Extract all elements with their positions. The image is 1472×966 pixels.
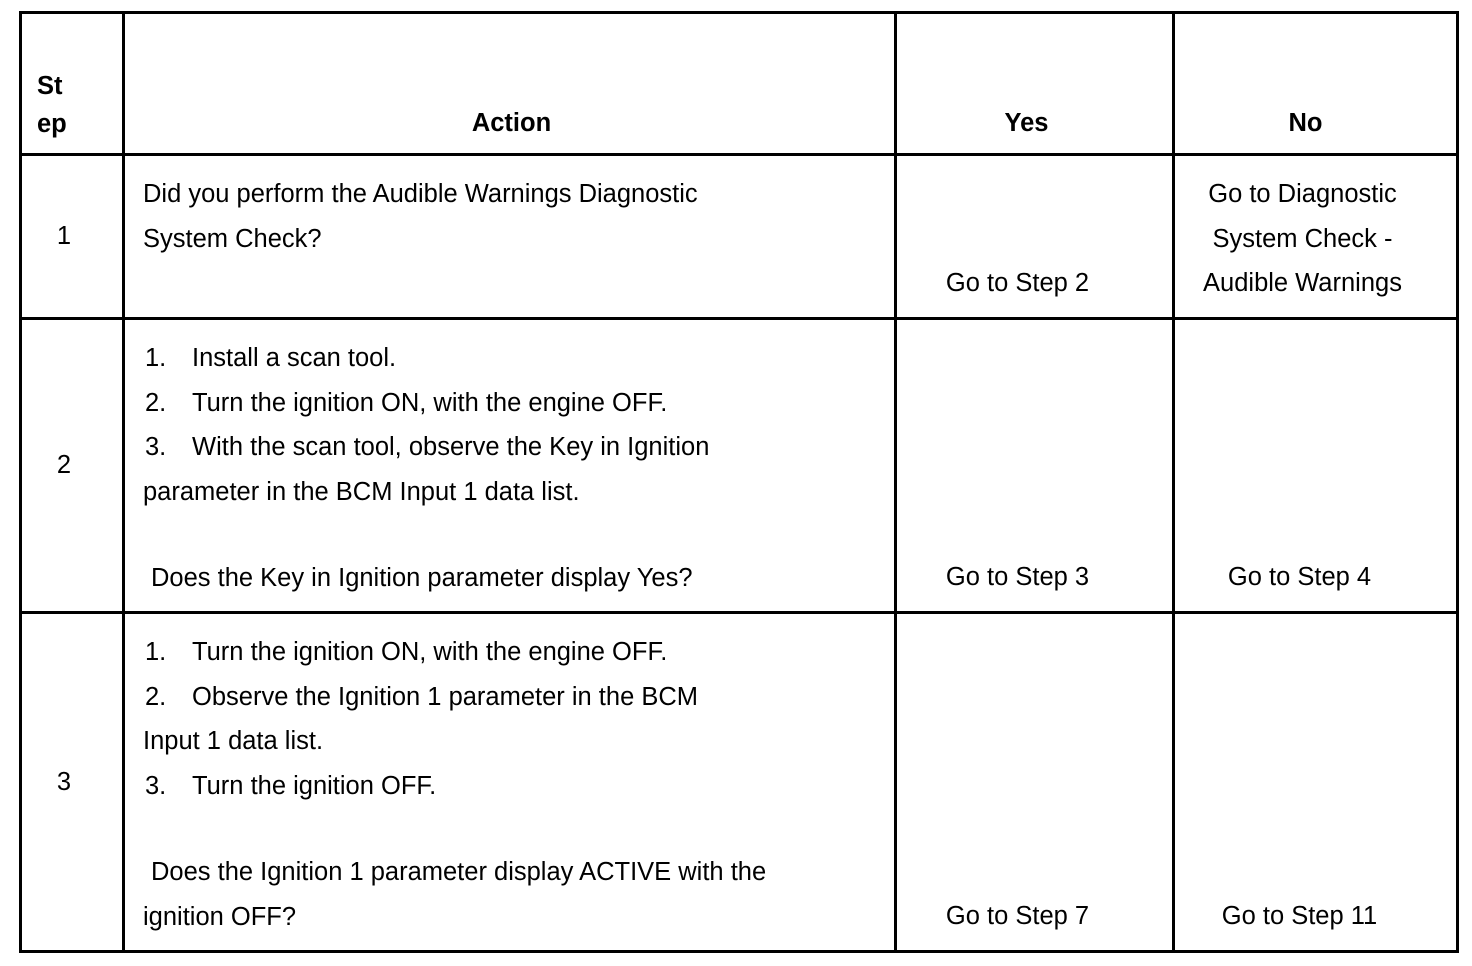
no-result-line: System Check - [1212,224,1393,253]
action-cell [124,319,896,613]
step-header-line2: ep [37,110,67,138]
item-text: Turn the ignition ON, with the engine OFF. [192,638,668,666]
item-number: 2. [145,682,167,711]
item-continuation: Input 1 data list. [143,727,324,755]
yes-result: Go to Step 2 [896,155,1174,319]
action-list-item [143,630,894,675]
item-text: Turn the ignition OFF. [192,771,437,800]
no-header: No [1174,13,1458,155]
step-number: 2 [21,319,124,613]
spacer [143,514,894,556]
no-result-line: Audible Warnings [1203,269,1402,297]
item-number: 3. [145,433,167,461]
no-result: Go to Step 11 [1174,613,1458,952]
no-result: Go to Step 4 [1174,319,1458,613]
step-number: 3 [21,613,124,952]
spacer [143,808,894,850]
action-list-item [143,425,894,470]
action-list-item [143,764,894,809]
item-number: 2. [145,388,167,417]
diagnostic-table [19,11,1459,953]
no-result-line: Go to Diagnostic [1208,180,1397,208]
no-result [1174,155,1458,319]
question-text: Does the Ignition 1 parameter display ACTIVE with the [151,858,767,886]
table-row [21,319,1458,613]
item-text: With the scan tool, observe the Key in Ignition [192,433,710,461]
item-number: 3. [145,771,167,800]
table-row [21,155,1458,319]
item-number: 1. [145,344,167,372]
action-list-item [143,336,894,381]
action-list-item [143,675,894,720]
item-text: Turn the ignition ON, with the engine OFF. [192,388,668,417]
action-cell [124,613,896,952]
action-cell [124,155,896,319]
table-row [21,613,1458,952]
yes-result: Go to Step 3 [896,319,1174,613]
question-text: Does the Key in Ignition parameter display Yes? [151,564,693,592]
step-header [21,13,124,155]
yes-header: Yes [896,13,1174,155]
item-text: Observe the Ignition 1 parameter in the BCM [192,682,699,711]
item-continuation: parameter in the BCM Input 1 data list. [143,477,580,506]
action-list-item [143,381,894,426]
action-text: Did you perform the Audible Warnings Diagnostic [143,180,698,208]
step-number: 1 [21,155,124,319]
action-text: System Check? [143,224,322,253]
yes-result: Go to Step 7 [896,613,1174,952]
action-header: Action [124,13,896,155]
question-text: ignition OFF? [143,902,297,931]
item-number: 1. [145,638,167,666]
item-text: Install a scan tool. [192,344,397,372]
step-header-line1: St [37,72,63,100]
header-row [21,13,1458,155]
